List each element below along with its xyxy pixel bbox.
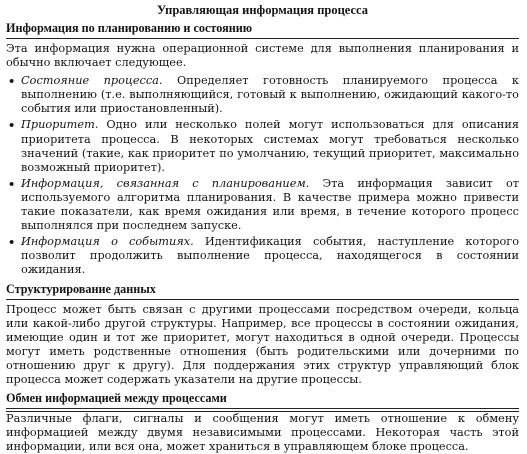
list-item	[6, 235, 519, 277]
bullet-icon: •	[8, 235, 16, 250]
list-item	[6, 74, 519, 116]
section-intro: Эта информация нужна операционной системе для выполнения планирования и обычно включает следующее.	[6, 42, 519, 70]
list-item	[6, 177, 519, 233]
item-text: Эта информация зависит от используемого алгоритма планирования. В качестве примера можно привести такие показатели, как время ожидания или время, в течение которого процесс выполнялся при последнем запуске.	[21, 176, 520, 233]
section-divider	[6, 299, 519, 300]
item-text: Одно или несколько полей могут использоваться для описания приоритета процесса. В некоторых системах могут требоваться несколько значений (такие, как приоритет по умолчанию, текущий приоритет, максимально возможный приоритет).	[21, 118, 519, 174]
item-term: Информация, связанная с планированием.	[21, 176, 310, 190]
section-paragraph: Процесс может быть связан с другими процессами посредством очереди, кольца или какой-либо другой структуры. Например, все процессы в состоянии ожидания, имеющие один и тот же приоритет, могут находиться в одной очереди. Процессы могут иметь родственные отношения (быть родительскими или дочерними по отношению друг к другу). Для поддержания этих структур управляющий блок процесса может содержать указатели на другие процессы.	[6, 302, 519, 386]
bullet-icon: •	[8, 118, 16, 133]
list-item	[6, 118, 519, 174]
item-text: Идентификация события, наступление которого позволит продолжить выполнение процесса, находящегося в состоянии ожидания.	[21, 235, 520, 277]
item-term: Информация о событиях.	[21, 235, 194, 249]
item-text: Определяет готовность планируемого процесса к выполнению (т.е. выполняющийся, готовый к выполнению, ожидающий какого-то события или приостановленный).	[21, 74, 519, 116]
bottom-rule	[6, 411, 519, 412]
bullet-icon: •	[8, 74, 16, 89]
section-heading-ipc: Обмен информацией между процессами	[6, 391, 227, 406]
document-title: Управляющая информация процесса	[157, 3, 368, 17]
section-heading-data-structuring: Структурирование данных	[6, 281, 156, 296]
item-term: Приоритет.	[21, 118, 99, 132]
section-divider	[6, 408, 519, 409]
bullet-icon: •	[8, 176, 16, 191]
section-divider	[6, 38, 519, 39]
section-paragraph: Различные флаги, сигналы и сообщения могут иметь отношение к обмену информацией между двумя независимыми процессами. Некоторая часть этой информации, или вся она, может храниться в управляющем блоке процесса.	[6, 412, 519, 454]
bullet-list	[6, 74, 519, 277]
section-heading-scheduling: Информация по планированию и состоянию	[6, 21, 253, 35]
item-term: Состояние процесса.	[21, 74, 163, 88]
